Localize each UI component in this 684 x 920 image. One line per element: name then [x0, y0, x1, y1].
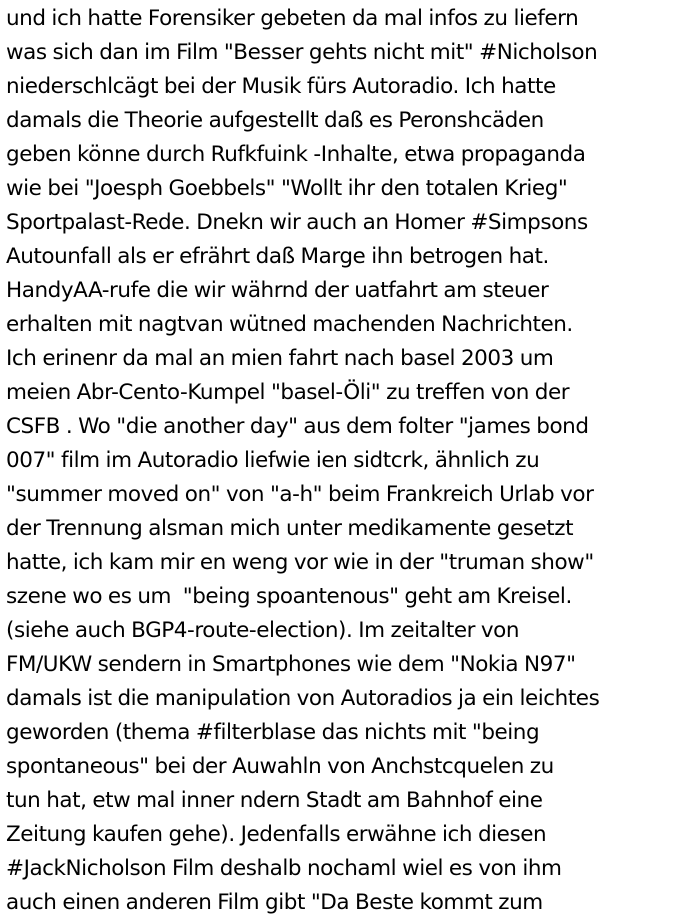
body-text	[6, 2, 684, 920]
text-line: Ich erinenr da mal an mien fahrt nach basel 2003 um	[6, 346, 554, 371]
text-line: hatte, ich kam mir en weng vor wie in der "truman show"	[6, 550, 594, 575]
text-line: niederschlcägt bei der Musik fürs Autoradio. Ich hatte	[6, 74, 556, 99]
text-line: auch einen anderen Film gibt "Da Beste kommt zum	[6, 890, 543, 915]
text-line: szene wo es um "being spoantenous" geht am Kreisel.	[6, 584, 572, 609]
text-line: und ich hatte Forensiker gebeten da mal infos zu liefern	[6, 6, 579, 31]
text-line: spontaneous" bei der Auwahln von Anchstcquelen zu	[6, 754, 554, 779]
text-line: erhalten mit nagtvan wütned machenden Nachrichten.	[6, 312, 573, 337]
text-line: meien Abr-Cento-Kumpel "basel-Öli" zu treffen von der	[6, 380, 570, 405]
text-line: 007" film im Autoradio liefwie ien sidtcrk, ähnlich zu	[6, 448, 540, 473]
text-line: CSFB . Wo "die another day" aus dem folter "james bond	[6, 414, 589, 439]
text-line: "summer moved on" von "a-h" beim Frankreich Urlab vor	[6, 482, 594, 507]
text-line: FM/UKW sendern in Smartphones wie dem "Nokia N97"	[6, 652, 576, 677]
text-line: (siehe auch BGP4-route-election). Im zeitalter von	[6, 618, 520, 643]
text-line: geben könne durch Rufkfuink -Inhalte, etwa propaganda	[6, 142, 586, 167]
text-line: Sportpalast-Rede. Dnekn wir auch an Homer #Simpsons	[6, 210, 588, 235]
text-line: damals die Theorie aufgestellt daß es Peronshcäden	[6, 108, 544, 133]
text-line: tun hat, etw mal inner ndern Stadt am Bahnhof eine	[6, 788, 543, 813]
text-line: der Trennung alsman mich unter medikamente gesetzt	[6, 516, 574, 541]
text-line: geworden (thema #filterblase das nichts mit "being	[6, 720, 540, 745]
text-line: HandyAA-rufe die wir währnd der uatfahrt am steuer	[6, 278, 549, 303]
text-line: Zeitung kaufen gehe). Jedenfalls erwähne ich diesen	[6, 822, 547, 847]
text-line: damals ist die manipulation von Autoradios ja ein leichtes	[6, 686, 600, 711]
text-line: was sich dan im Film "Besser gehts nicht mit" #Nicholson	[6, 40, 598, 65]
text-line: wie bei "Joesph Goebbels" "Wollt ihr den totalen Krieg"	[6, 176, 568, 201]
text-line: Autounfall als er efrährt daß Marge ihn betrogen hat.	[6, 244, 549, 269]
text-line: #JackNicholson Film deshalb nochaml wiel es von ihm	[6, 856, 562, 881]
